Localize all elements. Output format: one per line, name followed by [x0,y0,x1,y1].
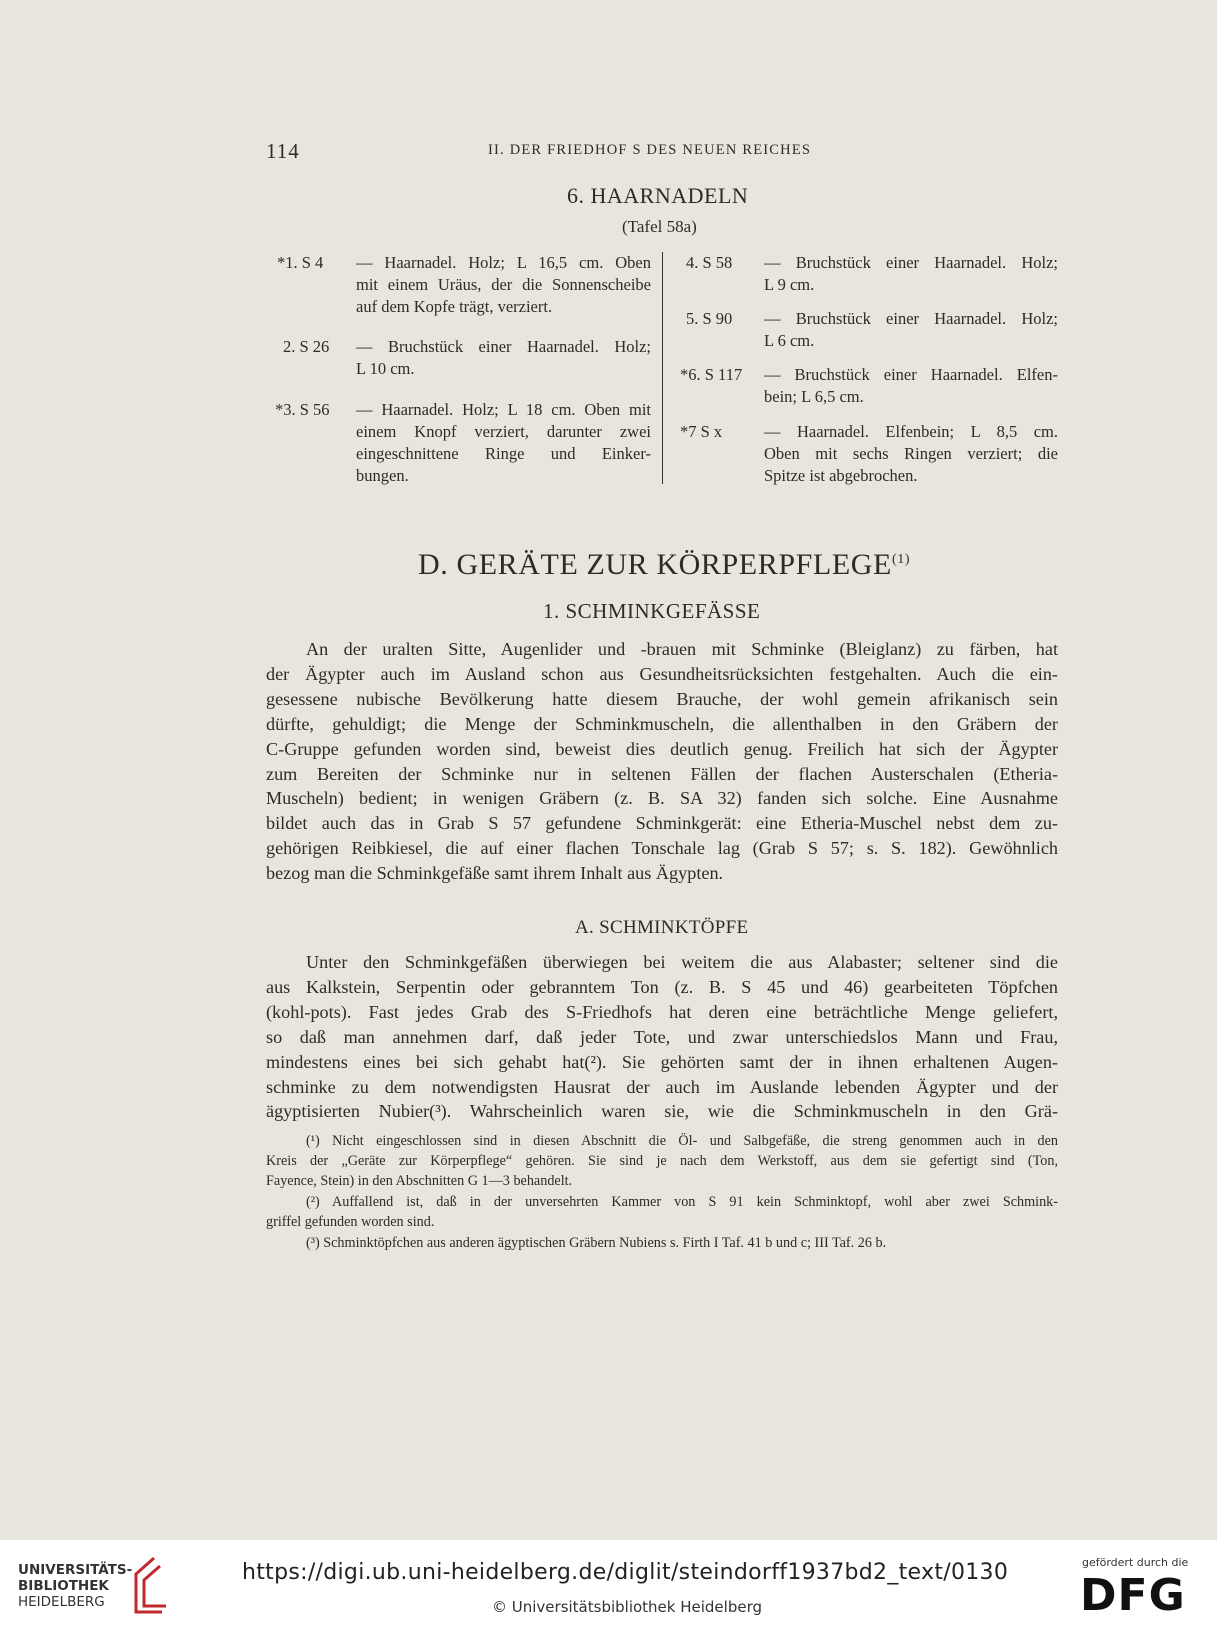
section-d-title-text: D. GERÄTE ZUR KÖRPERPFLEGE [418,548,892,581]
text-line: gesessene nubische Bevölkerung hatte diesem Brauche, der wohl gemein afrikanisch sein [266,688,1058,709]
entry-line: — Bruchstück einer Haarnadel. Holz; [356,337,651,356]
text-line: zum Bereiten der Schminke nur in seltenen Fällen der flachen Austerschalen (Etheria- [266,763,1058,784]
entry-line: — Haarnadel. Elfenbein; L 8,5 cm. [764,422,1058,441]
entry-number: *7 S x [680,422,723,441]
footnote-mark: (1) [891,552,911,567]
text-line: so daß man annehmen darf, daß jeder Tote, und zwar unterschiedslos Mann und Frau, [266,1026,1058,1047]
paragraph-schminktoepfe [266,950,1058,1124]
entry-line: — Bruchstück einer Haarnadel. Holz; [764,309,1058,328]
library-name [18,1562,132,1610]
text-line: bezog man die Schminkgefäße samt ihrem Inhalt aus Ägypten. [266,863,724,884]
entry-line: — Bruchstück einer Haarnadel. Elfen- [764,365,1058,384]
section-d-title [418,548,910,582]
entry-line: auf dem Kopfe trägt, verziert. [356,297,553,316]
entry-line: Oben mit sechs Ringen verziert; die [764,444,1058,463]
text-line: (kohl-pots). Fast jedes Grab des S-Friedhofs hat deren eine beträchtliche Menge geliefert, [266,1001,1058,1022]
text-line: gehörigen Reibkiesel, die auf einer flachen Tonschale lag (Grab S 57; s. S. 182). Gewöhnlich [266,838,1058,859]
entry-line: L 6 cm. [764,331,815,350]
entry-line: bein; L 6,5 cm. [764,387,864,406]
entry-line: — Haarnadel. Holz; L 18 cm. Oben mit [356,400,651,419]
footnote-line: (³) Schminktöpfchen aus anderen ägyptischen Gräbern Nubiens s. Firth I Taf. 41 b und c; III Taf. 26 b. [306,1235,887,1251]
text-line: bildet auch das in Grab S 57 gefundene Schminkgerät: eine Etheria-Muschel nebst dem zu- [266,813,1058,834]
entry-line: L 9 cm. [764,275,815,294]
footnote-line: (¹) Nicht eingeschlossen sind in diesen Abschnitt die Öl- und Salbgefäße, die streng genommen auch in den [306,1133,1058,1149]
entry-line: mit einem Uräus, der die Sonnenscheibe [356,275,651,294]
column-divider [662,252,663,484]
entry-line: L 10 cm. [356,359,415,378]
library-name-line: UNIVERSITÄTS- [18,1562,133,1578]
entry-number: *3. S 56 [275,400,330,419]
entry-number: 4. S 58 [686,253,733,272]
footnote-3 [266,1233,1058,1253]
entry-number: 5. S 90 [686,309,733,328]
entry-line: — Bruchstück einer Haarnadel. Holz; [764,253,1058,272]
library-name-line: BIBLIOTHEK [18,1578,109,1594]
viewer-footer [0,1540,1217,1630]
text-line: C-Gruppe gefunden worden sind, beweist dies deutlich genug. Freilich hat sich der Ägypter [266,738,1058,759]
library-logo-icon [128,1556,168,1614]
section-6-subtitle: (Tafel 58a) [622,217,697,236]
library-name-line: HEIDELBERG [18,1594,105,1610]
entry-number: *1. S 4 [277,253,324,272]
entry-line: Spitze ist abgebrochen. [764,466,918,485]
entry-number: *6. S 117 [680,365,743,384]
footnote-2 [266,1192,1058,1232]
text-line: Muscheln) bedient; in wenigen Gräbern (z. B. SA 32) fanden sich solche. Eine Ausnahme [266,788,1058,809]
entry-line: — Haarnadel. Holz; L 16,5 cm. Oben [356,253,651,272]
entry-line: eingeschnittene Ringe und Einker- [356,444,651,463]
permalink-url[interactable]: https://digi.ub.uni-heidelberg.de/diglit/steindorff1937bd2_text/0130 [242,1560,1009,1585]
footnote-line: Kreis der „Geräte zur Körperpflege“ gehören. Sie sind je nach dem Werkstoff, aus dem sie gefertigt sind (Ton, [266,1153,1058,1169]
footnote-1 [266,1131,1058,1191]
paragraph-schminkgefaesse [266,637,1058,886]
footnote-line: griffel gefunden worden sind. [266,1214,435,1230]
text-line: der Ägypter auch im Ausland schon aus Gesundheitsrücksichten festgehalten. Auch die ein- [266,663,1058,684]
entry-line: bungen. [356,466,409,485]
text-line: Unter den Schminkgefäßen überwiegen bei weitem die aus Alabaster; seltener sind die [306,952,1058,972]
text-line: An der uralten Sitte, Augenlider und -brauen mit Schminke (Bleiglanz) zu färben, hat [306,639,1058,659]
footnote-line: Fayence, Stein) in den Abschnitten G 1—3 behandelt. [266,1173,573,1189]
funding-label: gefördert durch die [1082,1556,1189,1569]
section-6-title: 6. HAARNADELN [567,183,749,208]
subsection-a-title: A. SCHMINKTÖPFE [575,917,749,938]
subsection-1-title: 1. SCHMINKGEFÄSSE [543,599,761,623]
text-line: aus Kalkstein, Serpentin oder gebranntem Ton (z. B. S 45 und 46) gearbeiteten Töpfchen [266,976,1058,997]
text-line: dürfte, gehuldigt; die Menge der Schminkmuscheln, die allenthalben in den Gräbern der [266,713,1058,734]
text-line: schminke zu dem notwendigsten Hausrat der auch im Auslande lebenden Ägypter und der [266,1076,1058,1097]
footnote-line: (²) Auffallend ist, daß in der unversehrten Kammer von S 91 kein Schminktopf, wohl aber zwei Schmink- [306,1194,1058,1210]
text-line: ägyptisierten Nubier(³). Wahrscheinlich waren sie, wie die Schminkmuscheln in den Grä- [266,1101,1058,1122]
text-line: mindestens eines bei sich gehabt hat(²). Sie gehörten samt der in ihnen erhaltenen Augen- [266,1051,1058,1072]
entry-line: einem Knopf verziert, darunter zwei [356,422,651,441]
page-number: 114 [266,139,300,163]
entry-number: 2. S 26 [283,337,330,356]
copyright-notice: © Universitätsbibliothek Heidelberg [492,1598,763,1616]
running-head: II. DER FRIEDHOF S DES NEUEN REICHES [488,142,812,158]
dfg-logo: DFG [1080,1570,1186,1621]
